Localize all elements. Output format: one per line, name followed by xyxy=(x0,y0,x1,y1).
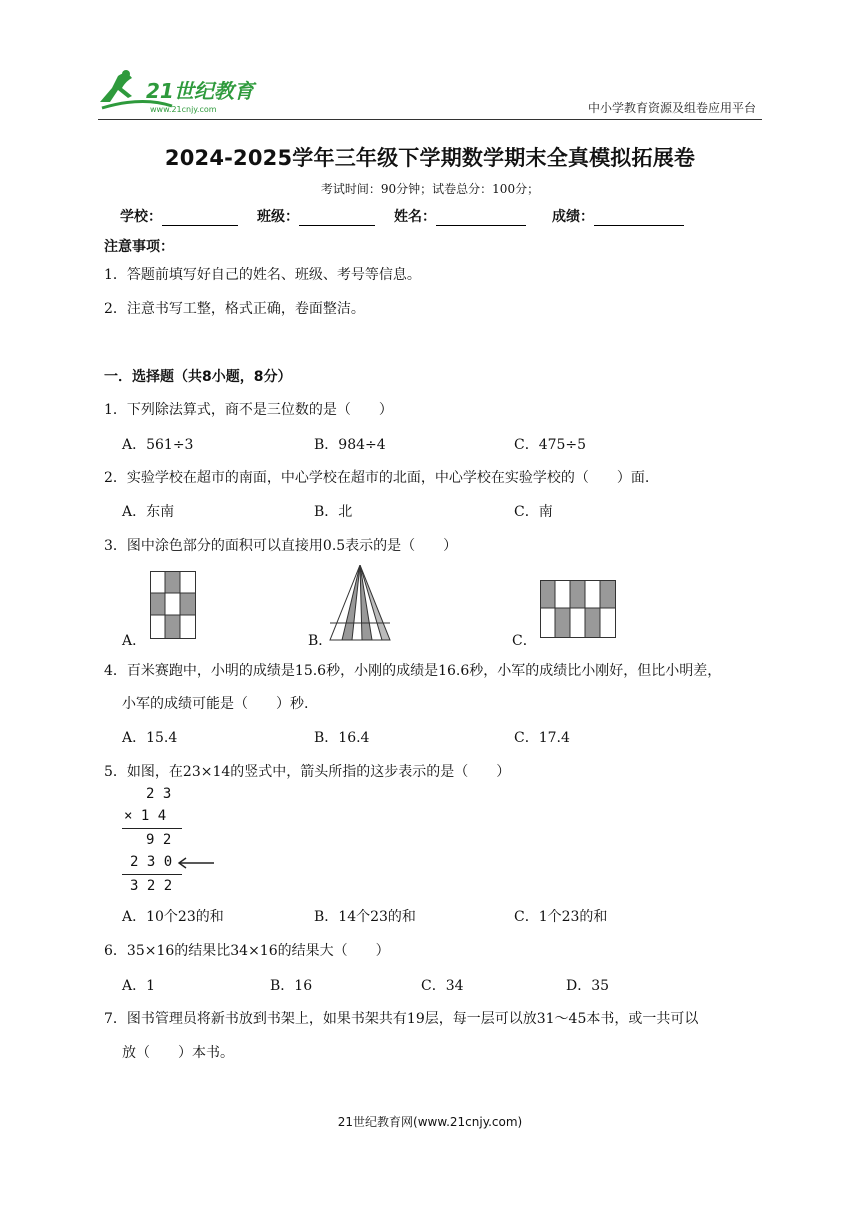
question-1-stem: 1．下列除法算式，商不是三位数的是（ ） xyxy=(104,402,393,418)
class-label: 班级： xyxy=(257,209,299,225)
question-4-stem: 4．百米赛跑中，小明的成绩是15.6秒，小刚的成绩是16.6秒，小军的成绩比小刚好，但比小明差， xyxy=(104,663,722,679)
q3-option-b[interactable]: B． xyxy=(308,633,333,649)
figure-c-grid xyxy=(540,580,616,642)
name-field[interactable] xyxy=(394,206,526,226)
vertical-multiplication xyxy=(118,786,218,898)
q4-option-a[interactable]: A．15.4 xyxy=(122,730,178,746)
calc-line-4: 2 3 0 xyxy=(130,854,173,870)
q5-option-c[interactable]: C．1个23的和 xyxy=(514,909,608,925)
school-field[interactable] xyxy=(120,206,238,226)
q6-option-b[interactable]: B．16 xyxy=(270,978,313,994)
q6-option-a[interactable]: A．1 xyxy=(122,978,156,994)
q4-option-b[interactable]: B．16.4 xyxy=(314,730,370,746)
q2-option-a[interactable]: A．东南 xyxy=(122,504,175,520)
figure-b-triangle xyxy=(328,565,392,645)
logo-url: www.21cnjy.com xyxy=(150,105,217,114)
q6-option-d[interactable]: D．35 xyxy=(566,978,610,994)
school-label: 学校： xyxy=(120,209,162,225)
class-blank[interactable] xyxy=(299,210,375,226)
name-label: 姓名： xyxy=(394,209,436,225)
platform-name: 中小学教育资源及组卷应用平台 xyxy=(587,101,756,115)
calc-rule-1 xyxy=(122,828,182,829)
q2-option-b[interactable]: B．北 xyxy=(314,504,353,520)
note-item: 1．答题前填写好自己的姓名、班级、考号等信息。 xyxy=(104,267,421,283)
q5-option-b[interactable]: B．14个23的和 xyxy=(314,909,416,925)
question-7-stem: 7．图书管理员将新书放到书架上，如果书架共有19层，每一层可以放31～45本书，或一共可以 xyxy=(104,1011,699,1027)
q5-option-a[interactable]: A．10个23的和 xyxy=(122,909,224,925)
q6-option-c[interactable]: C．34 xyxy=(421,978,464,994)
exam-info: 考试时间：90分钟；试卷总分：100分； xyxy=(320,182,540,196)
header-divider xyxy=(98,119,762,120)
question-7-stem-cont: 放（ ）本书。 xyxy=(122,1045,234,1061)
arrow-left-icon xyxy=(176,856,216,870)
name-blank[interactable] xyxy=(436,210,526,226)
q1-option-a[interactable]: A．561÷3 xyxy=(122,437,194,453)
q2-option-c[interactable]: C．南 xyxy=(514,504,553,520)
question-4-stem-cont: 小军的成绩可能是（ ）秒. xyxy=(122,696,309,712)
figure-a-grid xyxy=(150,571,196,643)
calc-line-3: 9 2 xyxy=(146,832,172,848)
calc-line-2: × 1 4 xyxy=(124,808,167,824)
q4-option-c[interactable]: C．17.4 xyxy=(514,730,570,746)
page-footer: 21世纪教育网(www.21cnjy.com) xyxy=(337,1115,523,1129)
question-2-stem: 2．实验学校在超市的南面，中心学校在超市的北面，中心学校在实验学校的（ ）面. xyxy=(104,470,650,486)
q3-option-c[interactable]: C． xyxy=(512,633,537,649)
calc-line-5: 3 2 2 xyxy=(130,878,173,894)
calc-line-1: 2 3 xyxy=(146,786,172,802)
question-6-stem: 6．35×16的结果比34×16的结果大（ ） xyxy=(104,943,390,959)
q1-option-c[interactable]: C．475÷5 xyxy=(514,437,587,453)
question-5-stem: 5．如图，在23×14的竖式中，箭头所指的这步表示的是（ ） xyxy=(104,764,511,780)
class-field[interactable] xyxy=(257,206,375,226)
question-3-stem: 3．图中涂色部分的面积可以直接用0.5表示的是（ ） xyxy=(104,538,458,554)
q1-option-b[interactable]: B．984÷4 xyxy=(314,437,386,453)
calc-rule-2 xyxy=(122,874,182,875)
school-blank[interactable] xyxy=(162,210,238,226)
score-blank[interactable] xyxy=(594,210,684,226)
site-logo xyxy=(98,68,273,116)
section-heading: 一．选择题（共8小题，8分） xyxy=(104,369,292,385)
logo-text: 21世纪教育 xyxy=(146,79,254,103)
page-title: 2024-2025学年三年级下学期数学期末全真模拟拓展卷 xyxy=(164,146,696,170)
note-item: 2．注意书写工整，格式正确，卷面整洁。 xyxy=(104,301,365,317)
q3-option-a[interactable]: A． xyxy=(122,633,147,649)
notes-heading: 注意事项： xyxy=(104,239,174,255)
score-field[interactable] xyxy=(552,206,684,226)
score-label: 成绩： xyxy=(552,209,594,225)
